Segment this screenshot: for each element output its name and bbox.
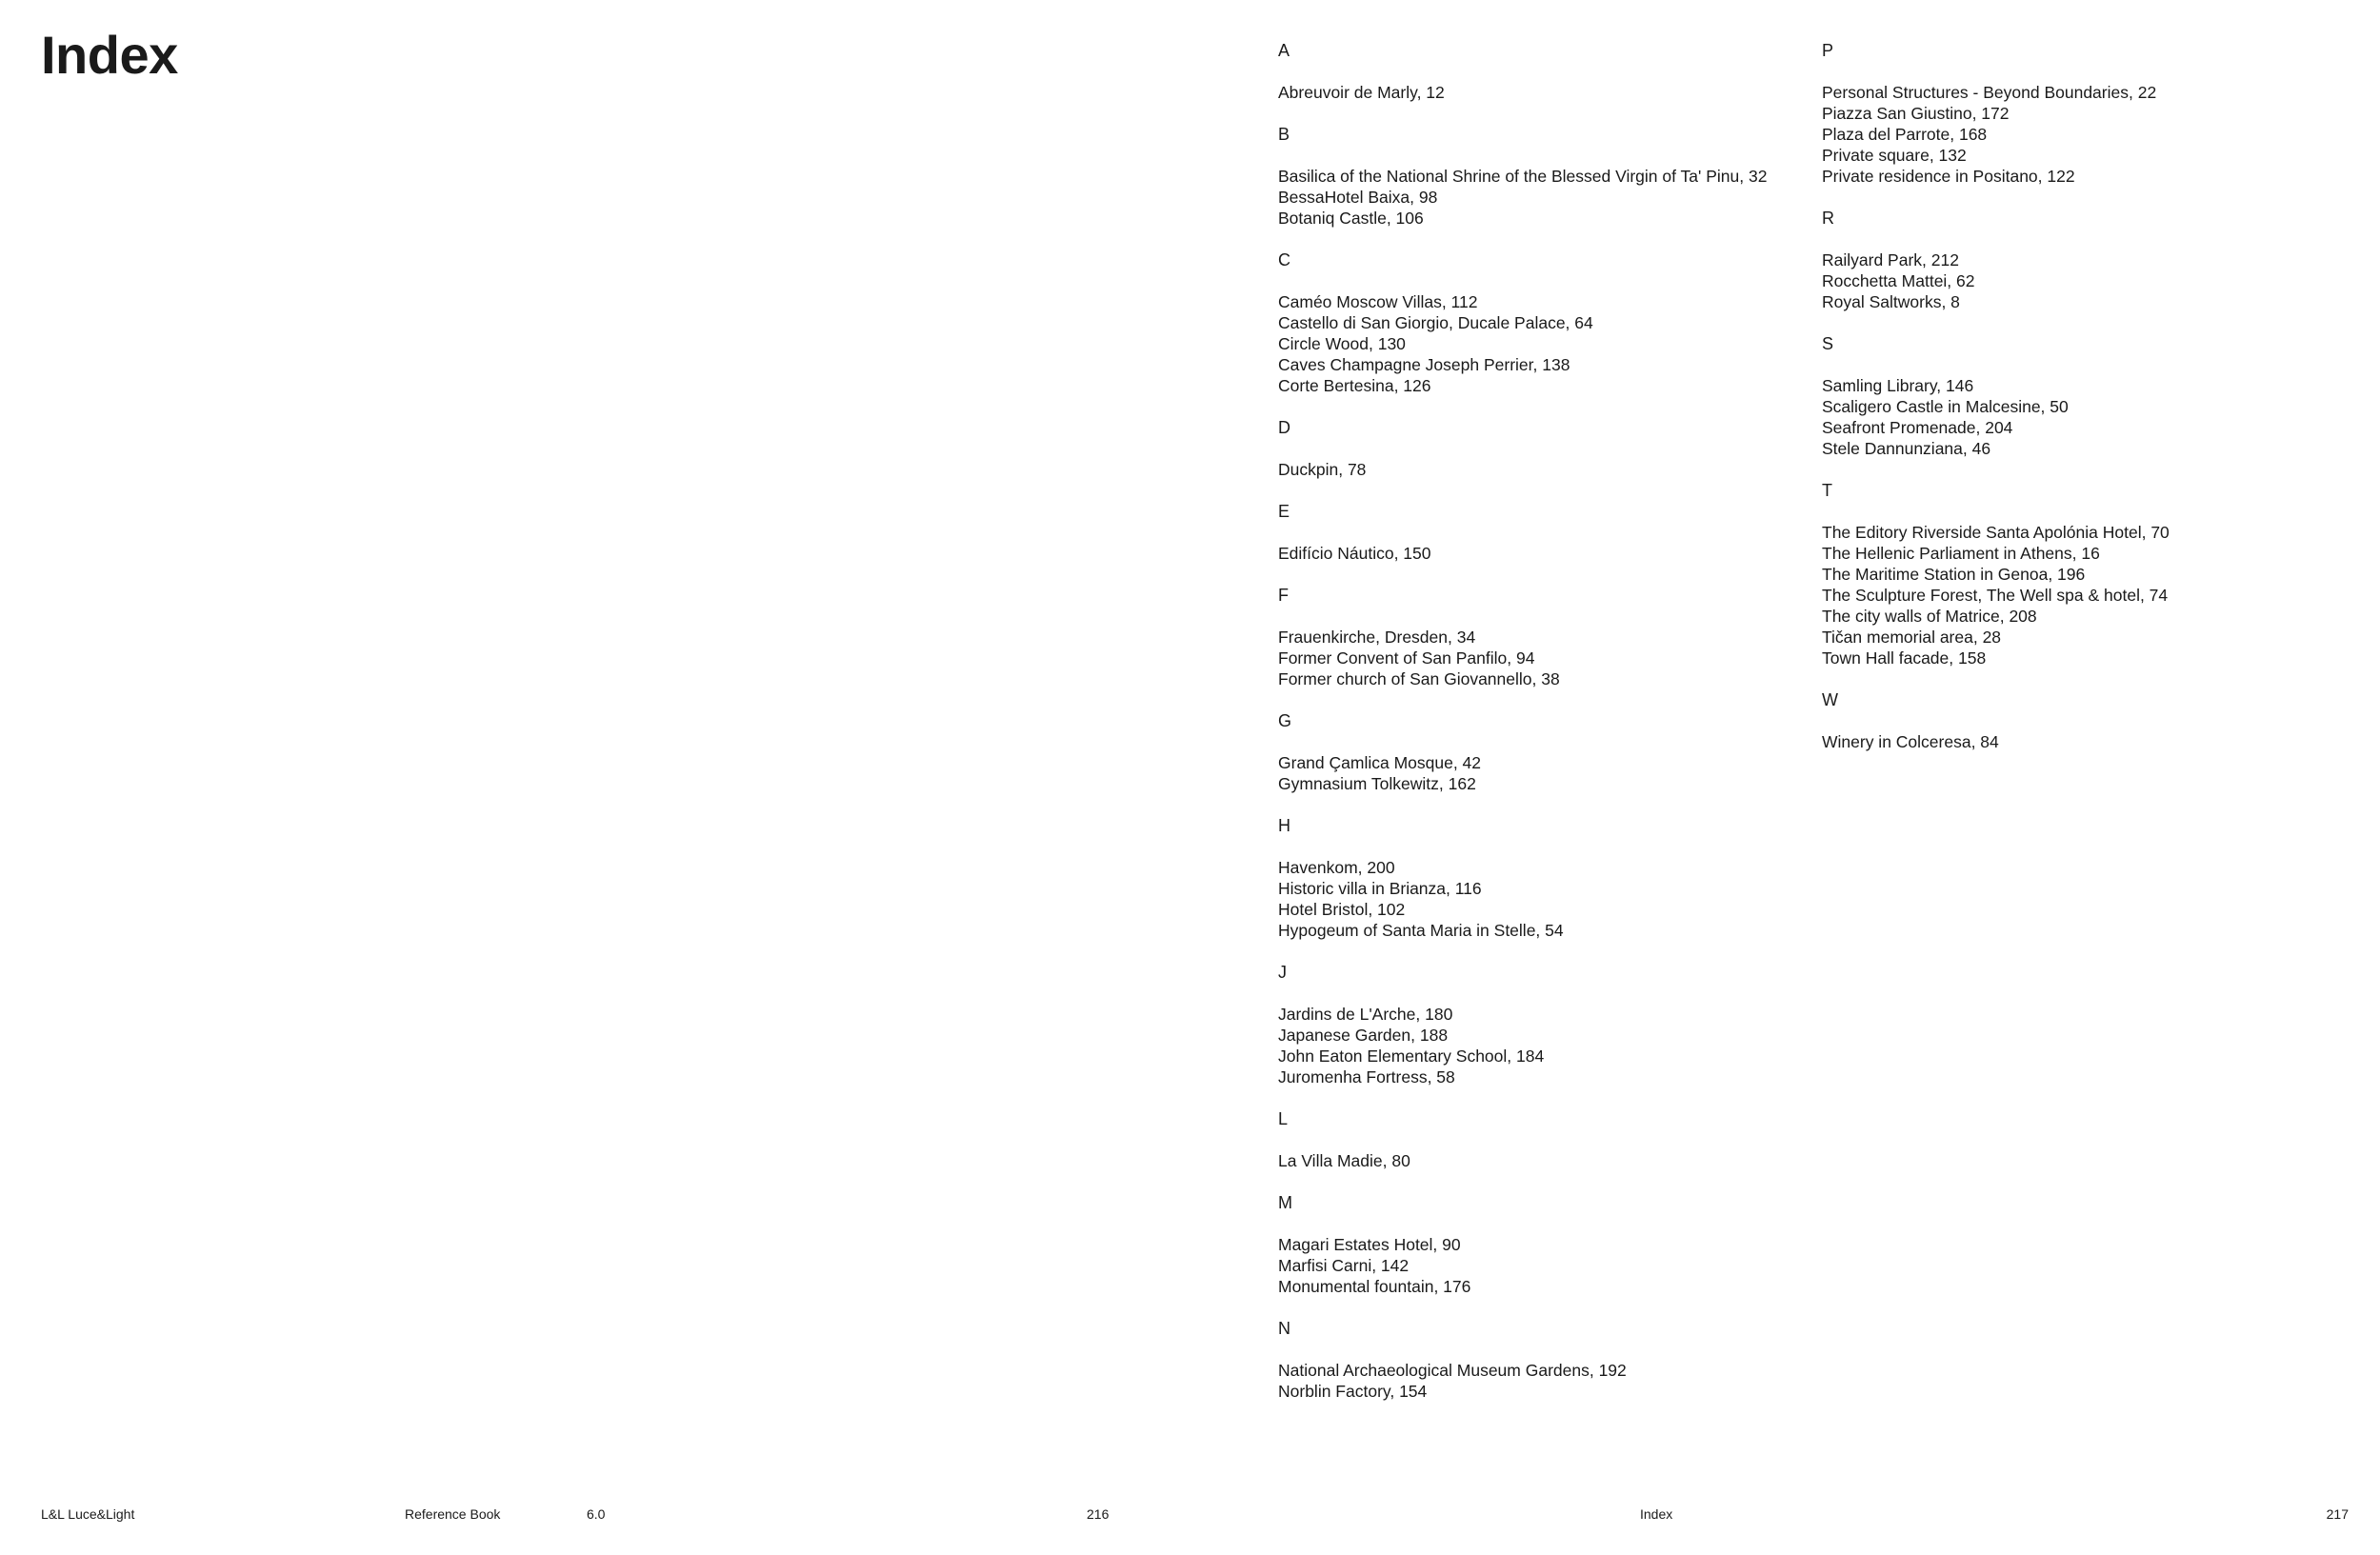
index-entry: Town Hall facade, 158 [1822, 648, 1987, 668]
index-letter-heading: G [1278, 711, 1292, 730]
index-entry: Marfisi Carni, 142 [1278, 1256, 1410, 1275]
index-group-c [1278, 249, 1821, 396]
index-group-f [1278, 585, 1821, 689]
index-entry: Caméo Moscow Villas, 112 [1278, 292, 1478, 311]
index-entry: Monumental fountain, 176 [1278, 1277, 1471, 1296]
index-entry: Plaza del Parrote, 168 [1822, 125, 1988, 144]
index-letter-heading: C [1278, 250, 1290, 269]
index-entry: Historic villa in Brianza, 116 [1278, 879, 1482, 898]
index-entry: The Maritime Station in Genoa, 196 [1822, 565, 2086, 584]
index-entry: Corte Bertesina, 126 [1278, 376, 1431, 395]
index-group-s [1822, 333, 2365, 459]
index-letter-heading: J [1278, 963, 1287, 982]
index-letter-heading: P [1822, 41, 1834, 60]
index-group-w [1822, 689, 2365, 752]
index-entry: The Editory Riverside Santa Apolónia Hotel, 70 [1822, 523, 2170, 542]
index-letter-heading: S [1822, 334, 1834, 353]
footer-version: 6.0 [587, 1506, 606, 1522]
index-group-g [1278, 710, 1821, 794]
index-entry: Basilica of the National Shrine of the Blessed Virgin of Ta' Pinu, 32 [1278, 167, 1768, 186]
index-group-a [1278, 40, 1821, 103]
index-group-p [1822, 40, 2365, 187]
index-letter-heading: L [1278, 1109, 1289, 1128]
index-entry: Hypogeum of Santa Maria in Stelle, 54 [1278, 921, 1564, 940]
index-group-j [1278, 962, 1821, 1087]
index-entry: Abreuvoir de Marly, 12 [1278, 83, 1445, 102]
page-title: Index [41, 25, 178, 85]
index-entry: Caves Champagne Joseph Perrier, 138 [1278, 355, 1570, 374]
index-letter-heading: W [1822, 690, 1838, 709]
index-group-h [1278, 815, 1821, 941]
index-entry: Botaniq Castle, 106 [1278, 209, 1424, 228]
index-entry: BessaHotel Baixa, 98 [1278, 188, 1438, 207]
index-entry: Stele Dannunziana, 46 [1822, 439, 1991, 458]
index-letter-heading: D [1278, 418, 1290, 437]
index-entry: Havenkom, 200 [1278, 858, 1395, 877]
index-entry: Frauenkirche, Dresden, 34 [1278, 628, 1476, 647]
index-entry: Jardins de L'Arche, 180 [1278, 1005, 1453, 1024]
index-entry: John Eaton Elementary School, 184 [1278, 1047, 1545, 1066]
index-entry: Circle Wood, 130 [1278, 334, 1406, 353]
index-entry: Rocchetta Mattei, 62 [1822, 271, 1975, 290]
index-entry: Former Convent of San Panfilo, 94 [1278, 648, 1535, 668]
footer-brand: L&L Luce&Light [41, 1506, 135, 1522]
index-column-left [1278, 40, 1821, 1423]
index-entry: Tičan memorial area, 28 [1822, 628, 2002, 647]
index-group-m [1278, 1192, 1821, 1297]
index-group-d [1278, 417, 1821, 480]
index-group-r [1822, 208, 2365, 312]
index-letter-heading: A [1278, 41, 1290, 60]
index-entry: Winery in Colceresa, 84 [1822, 732, 1999, 751]
index-letter-heading: H [1278, 816, 1290, 835]
index-letter-heading: B [1278, 125, 1290, 144]
index-entry: La Villa Madie, 80 [1278, 1151, 1410, 1170]
index-group-l [1278, 1108, 1821, 1171]
index-entry: Samling Library, 146 [1822, 376, 1974, 395]
index-group-e [1278, 501, 1821, 564]
index-letter-heading: E [1278, 502, 1290, 521]
index-group-n [1278, 1318, 1821, 1402]
index-entry: Japanese Garden, 188 [1278, 1026, 1449, 1045]
footer-section-title: Index [1640, 1506, 1673, 1522]
index-entry: The Sculpture Forest, The Well spa & hotel, 74 [1822, 586, 2169, 605]
index-letter-heading: F [1278, 586, 1289, 605]
index-column-right [1822, 40, 2365, 773]
index-entry: National Archaeological Museum Gardens, 192 [1278, 1361, 1627, 1380]
index-entry: Scaligero Castle in Malcesine, 50 [1822, 397, 2069, 416]
index-entry: Edifício Náutico, 150 [1278, 544, 1431, 563]
index-entry: Personal Structures - Beyond Boundaries, 22 [1822, 83, 2157, 102]
index-entry: Hotel Bristol, 102 [1278, 900, 1406, 919]
index-entry: Juromenha Fortress, 58 [1278, 1067, 1455, 1087]
index-entry: Gymnasium Tolkewitz, 162 [1278, 774, 1476, 793]
footer-page-number-left: 216 [1087, 1506, 1110, 1522]
index-entry: Private residence in Positano, 122 [1822, 167, 2075, 186]
index-entry: Castello di San Giorgio, Ducale Palace, 64 [1278, 313, 1593, 332]
index-letter-heading: N [1278, 1319, 1290, 1338]
index-entry: Railyard Park, 212 [1822, 250, 1959, 269]
index-entry: Piazza San Giustino, 172 [1822, 104, 2010, 123]
index-entry: Norblin Factory, 154 [1278, 1382, 1428, 1401]
index-entry: Duckpin, 78 [1278, 460, 1367, 479]
index-entry: The city walls of Matrice, 208 [1822, 607, 2037, 626]
index-entry: Private square, 132 [1822, 146, 1967, 165]
index-entry: Grand Çamlica Mosque, 42 [1278, 753, 1482, 772]
index-letter-heading: M [1278, 1193, 1292, 1212]
index-entry: Royal Saltworks, 8 [1822, 292, 1960, 311]
footer-page-number-right: 217 [2326, 1506, 2349, 1522]
index-entry: Former church of San Giovannello, 38 [1278, 669, 1560, 688]
index-letter-heading: T [1822, 481, 1832, 500]
index-entry: Seafront Promenade, 204 [1822, 418, 2013, 437]
index-group-b [1278, 124, 1821, 229]
index-letter-heading: R [1822, 209, 1834, 228]
index-entry: The Hellenic Parliament in Athens, 16 [1822, 544, 2100, 563]
index-group-t [1822, 480, 2365, 668]
index-entry: Magari Estates Hotel, 90 [1278, 1235, 1461, 1254]
footer-book-title: Reference Book [405, 1506, 501, 1522]
